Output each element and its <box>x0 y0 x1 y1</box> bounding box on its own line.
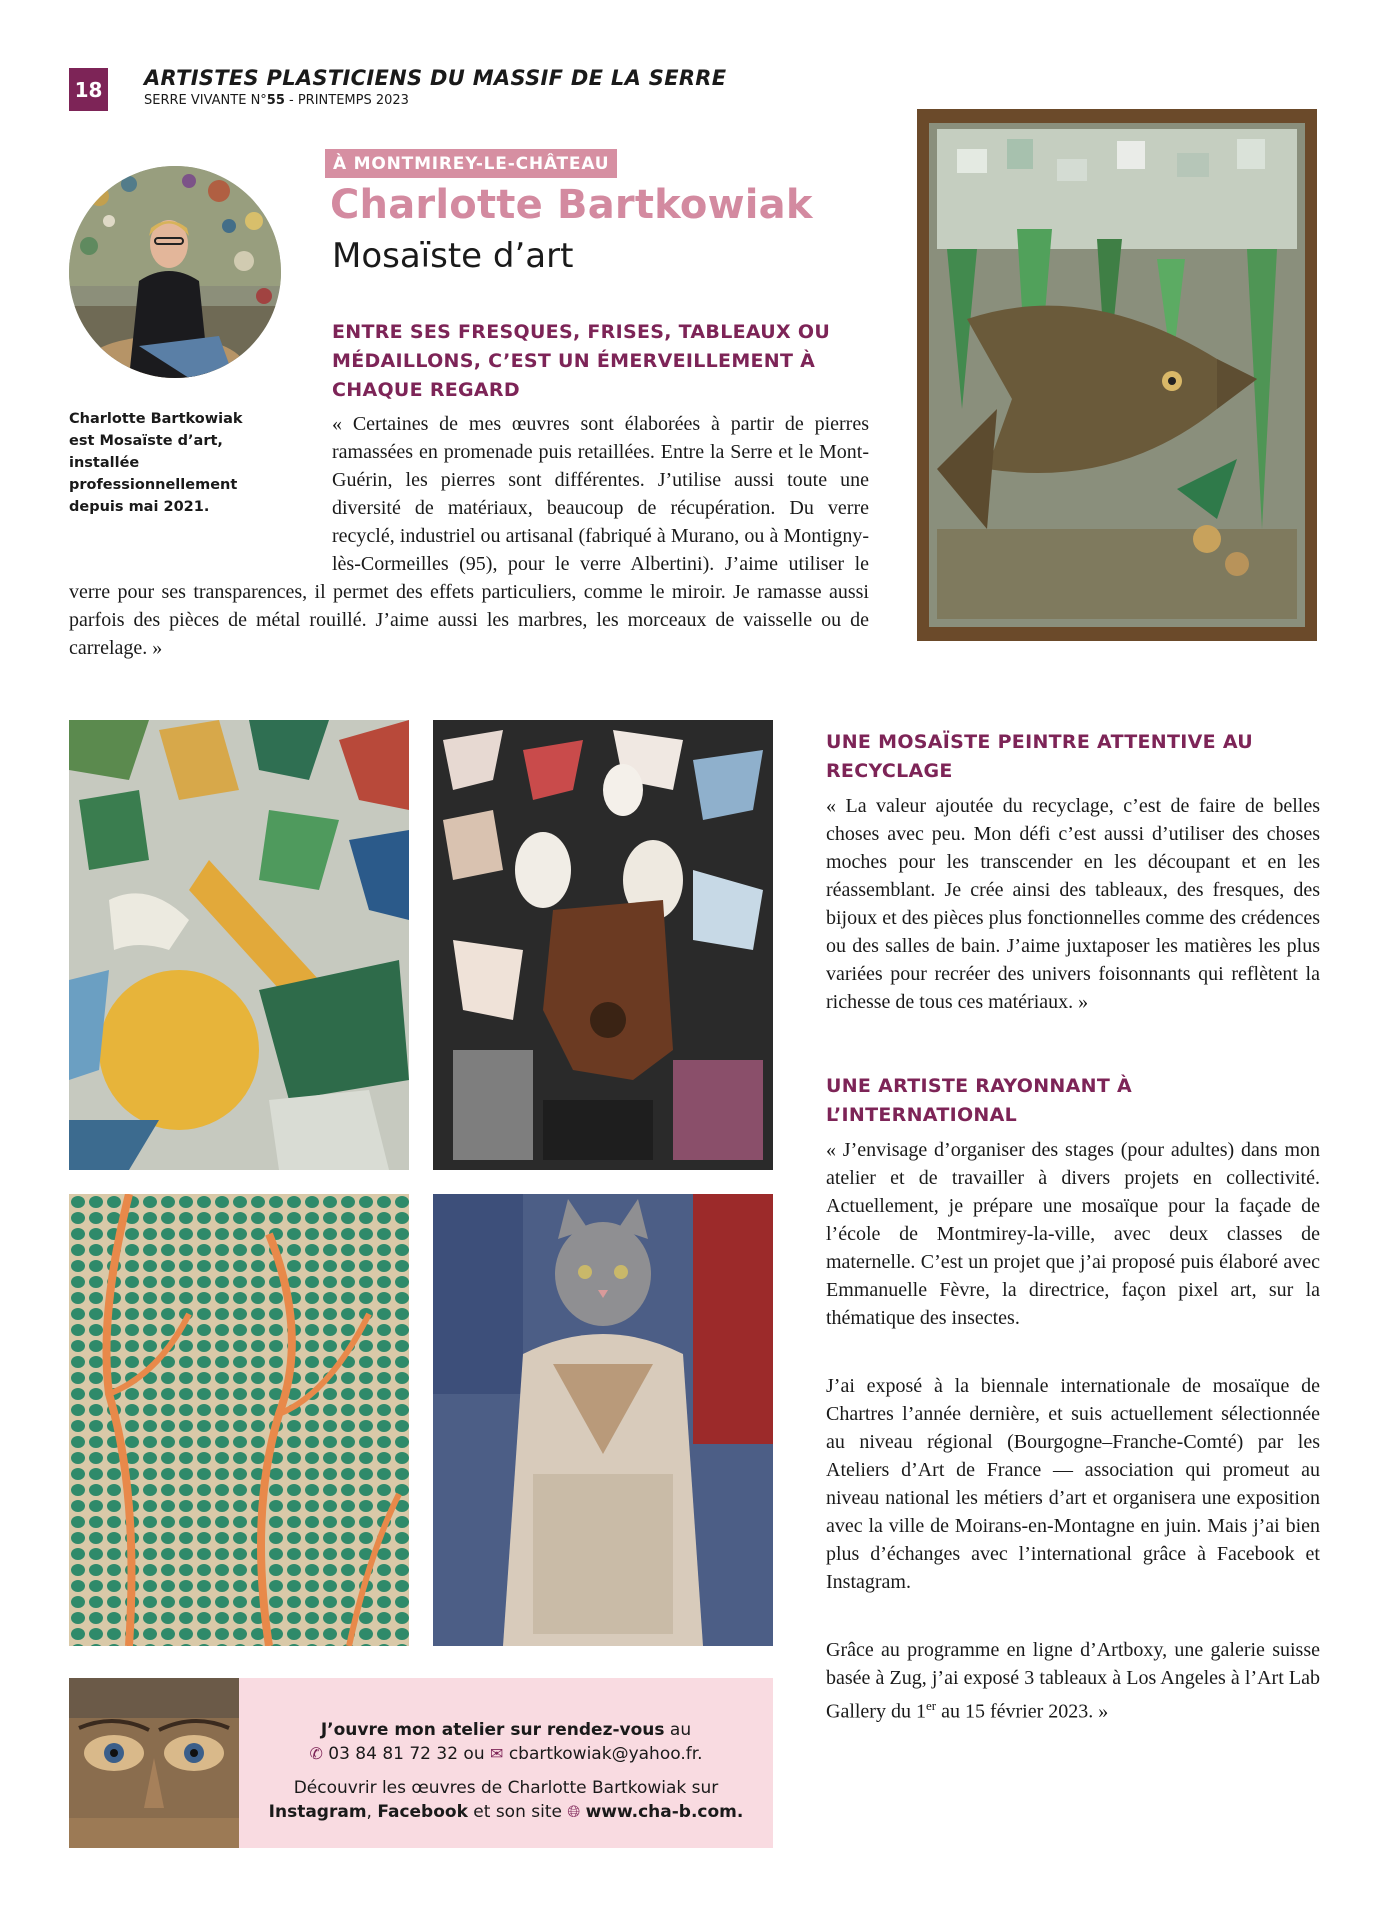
contact-line-discover: Découvrir les œuvres de Charlotte Bartkowiak sur <box>293 1778 719 1798</box>
phone-number[interactable]: 03 84 81 72 32 <box>328 1744 459 1764</box>
envelope-icon: ✉ <box>490 1744 504 1763</box>
intro-paragraph <box>69 410 869 662</box>
artist-role: Mosaïste d’art <box>332 236 574 276</box>
artist-name: Charlotte Bartkowiak <box>330 182 813 228</box>
recyclage-paragraph <box>826 792 1320 1016</box>
contact-line-atelier: J’ouvre mon atelier sur rendez-vous au <box>320 1720 692 1740</box>
website-link[interactable]: www.cha-b.com. <box>585 1802 744 1822</box>
intro-text: « Certaines de mes œuvres sont élaborées à partir de pierres ramassées en promenade puis retaillées. Entre la Serre et le Mont-Guérin, les pierres sont différentes. J’utilise aussi toute une diversité de matériaux, beaucoup de récupération. Du verre recyclé, industriel ou artisanal (fabriqué à Murano, ou à Montigny-lès-Cormeilles (95), pour le verre Albertini). J’aime utiliser le verre pour ses transparences, il permet des effets particuliers, comme le miroir. Je ramasse aussi parfois des pièces de métal rouillé. J’aime aussi les marbres, les morceaux de vaisselle ou de carrelage. » <box>69 413 869 659</box>
email-link[interactable]: cbartkowiak@yahoo.fr. <box>508 1744 703 1764</box>
location-tag: À MONTMIREY-LE-CHÂTEAU <box>325 149 617 178</box>
facebook-link[interactable]: Facebook <box>377 1802 468 1822</box>
mosaic-photo-faces <box>433 720 773 1170</box>
section-heading-fresques: ENTRE SES FRESQUES, FRISES, TABLEAUX OU MÉDAILLONS, C’EST UN ÉMERVEILLEMENT À CHAQUE REGARD <box>332 321 831 401</box>
portrait-caption: Charlotte Bartkowiak est Mosaïste d’art, installée professionnellement depuis mai 2021. <box>69 411 243 515</box>
international-text-2: J’ai exposé à la biennale internationale de mosaïque de Chartres l’année dernière, et suis actuellement sélectionnée au niveau régional (Bourgogne–Franche-Comté) par les Ateliers d’Art de France — association qui promeut au niveau national les métiers d’art et organisera une exposition avec la ville de Moirans-en-Montagne en juin. Mais j’ai bien plus d’échanges avec l’international grâce à Facebook et Instagram. <box>826 1375 1320 1593</box>
contact-box <box>239 1678 773 1848</box>
artist-portrait-photo <box>69 166 281 378</box>
magazine-section-title: ARTISTES PLASTICIENS DU MASSIF DE LA SERRE <box>144 66 727 90</box>
fish-mosaic-photo <box>917 109 1317 641</box>
contact-line-social: Instagram, Facebook et son site 🌐︎ www.cha-b.com. <box>268 1802 744 1822</box>
international-paragraph-3 <box>826 1636 1320 1726</box>
contact-line-phone-email: ✆ 03 84 81 72 32 ou ✉ cbartkowiak@yahoo.fr. <box>309 1744 703 1764</box>
recyclage-text: « La valeur ajoutée du recyclage, c’est de faire de belles choses avec peu. Mon défi c’est aussi d’utiliser des choses moches pour les transcender en les découpant et en les réassemblant. Je crée ainsi des tableaux, des fresques, des bijoux et des pièces plus fonctionnelles comme des crédences ou des salles de bain. J’aime juxtaposer les matières les plus variées pour recréer des univers foisonnants qui reflètent la richesse de tous ces matériaux. » <box>826 795 1320 1013</box>
international-text-1: « J’envisage d’organiser des stages (pour adultes) dans mon atelier et de travailler à divers projets en collectivité. Actuellement, je prépare une mosaïque pour la façade de l’école de Montmirey-la-ville, avec deux classes de maternelle. C’est un projet que j’ai proposé puis élaboré avec Emmanuelle Fèvre, la directrice, façon pixel art, sur la thématique des insectes. <box>826 1139 1320 1329</box>
magazine-issue-line: SERRE VIVANTE N°55 - PRINTEMPS 2023 <box>144 93 409 108</box>
mosaic-photo-cat-portrait <box>433 1194 773 1646</box>
international-paragraph-1 <box>826 1136 1320 1332</box>
globe-icon: 🌐︎ <box>567 1802 581 1821</box>
mosaic-face-thumbnail <box>69 1678 239 1848</box>
mosaic-photo-vase <box>69 720 409 1170</box>
international-paragraph-2 <box>826 1372 1320 1596</box>
instagram-link[interactable]: Instagram <box>268 1802 367 1822</box>
mosaic-photo-coral <box>69 1194 409 1646</box>
section-heading-international: UNE ARTISTE RAYONNANT À L’INTERNATIONAL <box>826 1075 1133 1126</box>
phone-icon: ✆ <box>309 1744 323 1763</box>
section-heading-recyclage: UNE MOSAÏSTE PEINTRE ATTENTIVE AU RECYCLAGE <box>826 731 1253 782</box>
page-number: 18 <box>69 68 108 111</box>
international-text-3: Grâce au programme en ligne d’Artboxy, une galerie suisse basée à Zug, j’ai exposé 3 tableaux à Los Angeles à l’Art Lab Gallery du 1er au 15 février 2023. » <box>826 1639 1320 1723</box>
